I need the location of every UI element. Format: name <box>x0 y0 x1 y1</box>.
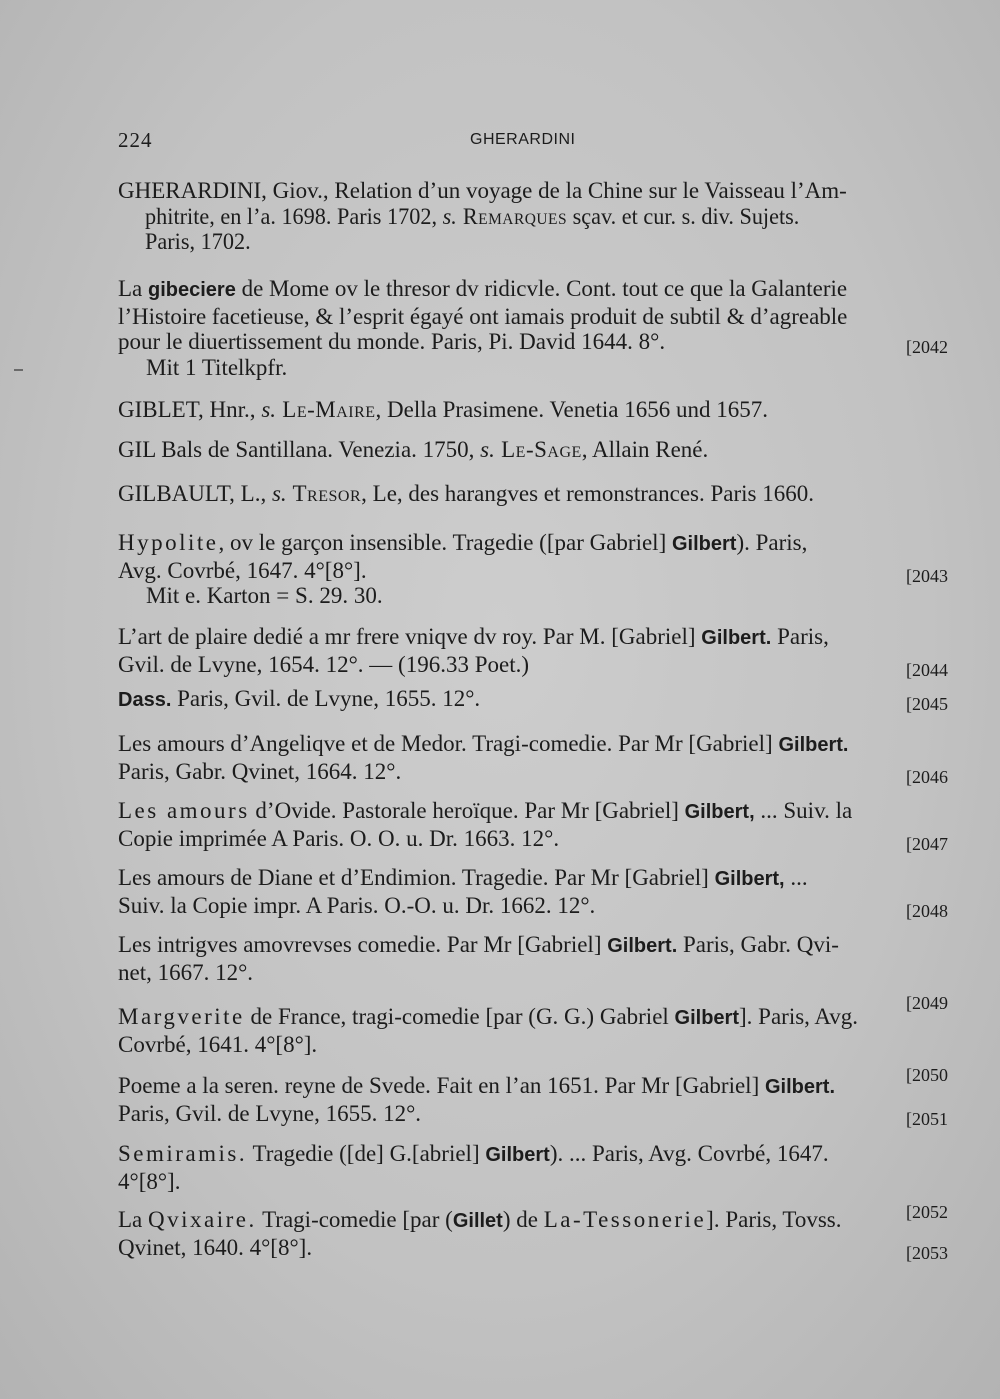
entry-line: net, 1667. 12°. <box>118 959 254 985</box>
entry-line: Dass. Paris, Gvil. de Lvyne, 1655. 12°. [2045 <box>118 686 948 714</box>
entry-line: Qvinet, 1640. 4°[8°]. [2053 <box>118 1235 948 1261</box>
entry-gherardini <box>118 178 948 255</box>
entry-line: La Qvixaire. Tragi-comedie [par (Gillet) de La-Tessonerie]. Paris, Tovss. <box>118 1207 842 1232</box>
entry-gil <box>118 437 948 463</box>
entry-line: Semiramis. Tragedie ([de] G.[abriel] Gilbert). ... Paris, Avg. Covrbé, 1647. <box>118 1141 829 1166</box>
entry-line: l’Histoire facetieuse, & l’esprit égayé ont iamais produit de subtil & d’agreable <box>118 303 848 329</box>
entry-number: [2047 <box>906 833 948 854</box>
entry-line: Les amours de Diane et d’Endimion. Tragedie. Par Mr [Gabriel] Gilbert, ... <box>118 865 808 890</box>
bold-keyword: Gilbert. <box>701 627 772 649</box>
bold-keyword: Dass. <box>118 689 172 711</box>
bold-keyword: Gilbert <box>674 1007 739 1029</box>
entry-line: GIBLET, Hnr., s. Le-Maire, Della Prasimene. Venetia 1656 und 1657. <box>118 397 768 422</box>
entry-number: [2053 <box>906 1242 948 1263</box>
entry-number: [2042 <box>906 337 948 357</box>
margin-mark <box>14 369 23 371</box>
entry-line: Paris, Gvil. de Lvyne, 1655. 12°. [2051 <box>118 1101 948 1127</box>
entry-line: Suiv. la Copie impr. A Paris. O.-O. u. Dr. 1662. 12°. [2048 <box>118 893 948 919</box>
entry-line: Hypolite, ov le garçon insensible. Tragedie ([par Gabriel] Gilbert). Paris, <box>118 530 808 555</box>
entry-note: Mit 1 Titelkpfr. <box>146 354 288 380</box>
entry-hypolite <box>118 530 948 609</box>
entry-number: [2052 <box>906 1202 948 1222</box>
entry-gilbault <box>118 481 948 507</box>
entry-number: [2048 <box>906 900 948 921</box>
bold-keyword: Gilbert <box>485 1144 550 1166</box>
running-title: GHERARDINI <box>470 131 576 148</box>
entry-number: [2043 <box>906 565 948 586</box>
entry-gibeciere <box>118 276 948 380</box>
entry-number: [2046 <box>906 766 948 787</box>
entry-diane <box>118 865 948 921</box>
entry-line: Covrbé, 1641. 4°[8°]. <box>118 1031 318 1057</box>
entry-giblet <box>118 397 948 423</box>
bold-keyword: Gilbert <box>671 533 737 555</box>
entry-line: Les amours d’Ovide. Pastorale heroïque. Par Mr [Gabriel] Gilbert, ... Suiv. la <box>118 798 853 823</box>
page-number: 224 <box>118 128 153 152</box>
entry-line: Gvil. de Lvyne, 1654. 12°. — (196.33 Poet.) [2044 <box>118 652 948 678</box>
bold-keyword: Gilbert, <box>714 868 785 890</box>
entry-line: Les amours d’Angeliqve et de Medor. Tragi-comedie. Par Mr [Gabriel] Gilbert. <box>118 731 849 756</box>
entry-line: GILBAULT, L., s. Tresor, Le, des harangves et remonstrances. Paris 1660. <box>118 481 814 506</box>
entry-number: [2045 <box>906 694 948 714</box>
entry-margverite <box>118 1004 948 1083</box>
entry-line: Avg. Covrbé, 1647. 4°[8°]. [2043 <box>118 558 948 584</box>
entry-line: Copie imprimée A Paris. O. O. u. Dr. 1663. 12°. [2047 <box>118 826 948 852</box>
bold-keyword: Gillet <box>452 1210 503 1232</box>
entry-number: [2051 <box>906 1108 948 1129</box>
bold-keyword: Gilbert. <box>607 935 678 957</box>
entry-number: [2044 <box>906 659 948 680</box>
bold-keyword: Gilbert. <box>778 734 849 756</box>
entry-lart <box>118 624 948 680</box>
entry-line: 4°[8°]. <box>118 1168 181 1194</box>
entry-dass <box>118 686 948 714</box>
entry-line: La gibeciere de Mome ov le thresor dv ridicvle. Cont. tout ce que la Galanterie <box>118 276 848 301</box>
entry-intrigves <box>118 932 948 1011</box>
entry-qvixaire <box>118 1207 948 1263</box>
running-head <box>118 128 948 158</box>
entry-poeme <box>118 1073 948 1129</box>
entry-ovide <box>118 798 948 854</box>
entry-number: [2049 <box>906 993 948 1013</box>
entry-line: Les intrigves amovrevses comedie. Par Mr [Gabriel] Gilbert. Paris, Gabr. Qvi- <box>118 932 839 957</box>
entry-line: phitrite, en l’a. 1698. Paris 1702, s. Remarques sçav. et cur. s. div. Sujets. <box>145 203 800 229</box>
entry-line: L’art de plaire dedié a mr frere vniqve dv roy. Par M. [Gabriel] Gilbert. Paris, <box>118 624 829 649</box>
entry-angelique <box>118 731 948 787</box>
entry-line: Poeme a la seren. reyne de Svede. Fait en l’an 1651. Par Mr [Gabriel] Gilbert. <box>118 1073 835 1098</box>
entry-line: pour le diuertissement du monde. Paris, Pi. David 1644. 8°. [2042 <box>118 329 948 355</box>
entry-line: Paris, Gabr. Qvinet, 1664. 12°. [2046 <box>118 759 948 785</box>
entry-note: Mit e. Karton = S. 29. 30. <box>146 583 383 608</box>
entry-number: [2050 <box>906 1065 948 1085</box>
entry-line: GHERARDINI, Giov., Relation d’un voyage de la Chine sur le Vaisseau l’Am- <box>118 178 847 203</box>
bold-keyword: Gilbert. <box>764 1076 835 1098</box>
entry-line: GIL Bals de Santillana. Venezia. 1750, s. Le-Sage, Allain René. <box>118 437 709 462</box>
bold-keyword: gibeciere <box>148 279 236 301</box>
entry-line: Paris, 1702. <box>145 229 251 254</box>
entry-line: Margverite de France, tragi-comedie [par (G. G.) Gabriel Gilbert]. Paris, Avg. <box>118 1004 859 1029</box>
bold-keyword: Gilbert, <box>684 801 755 823</box>
